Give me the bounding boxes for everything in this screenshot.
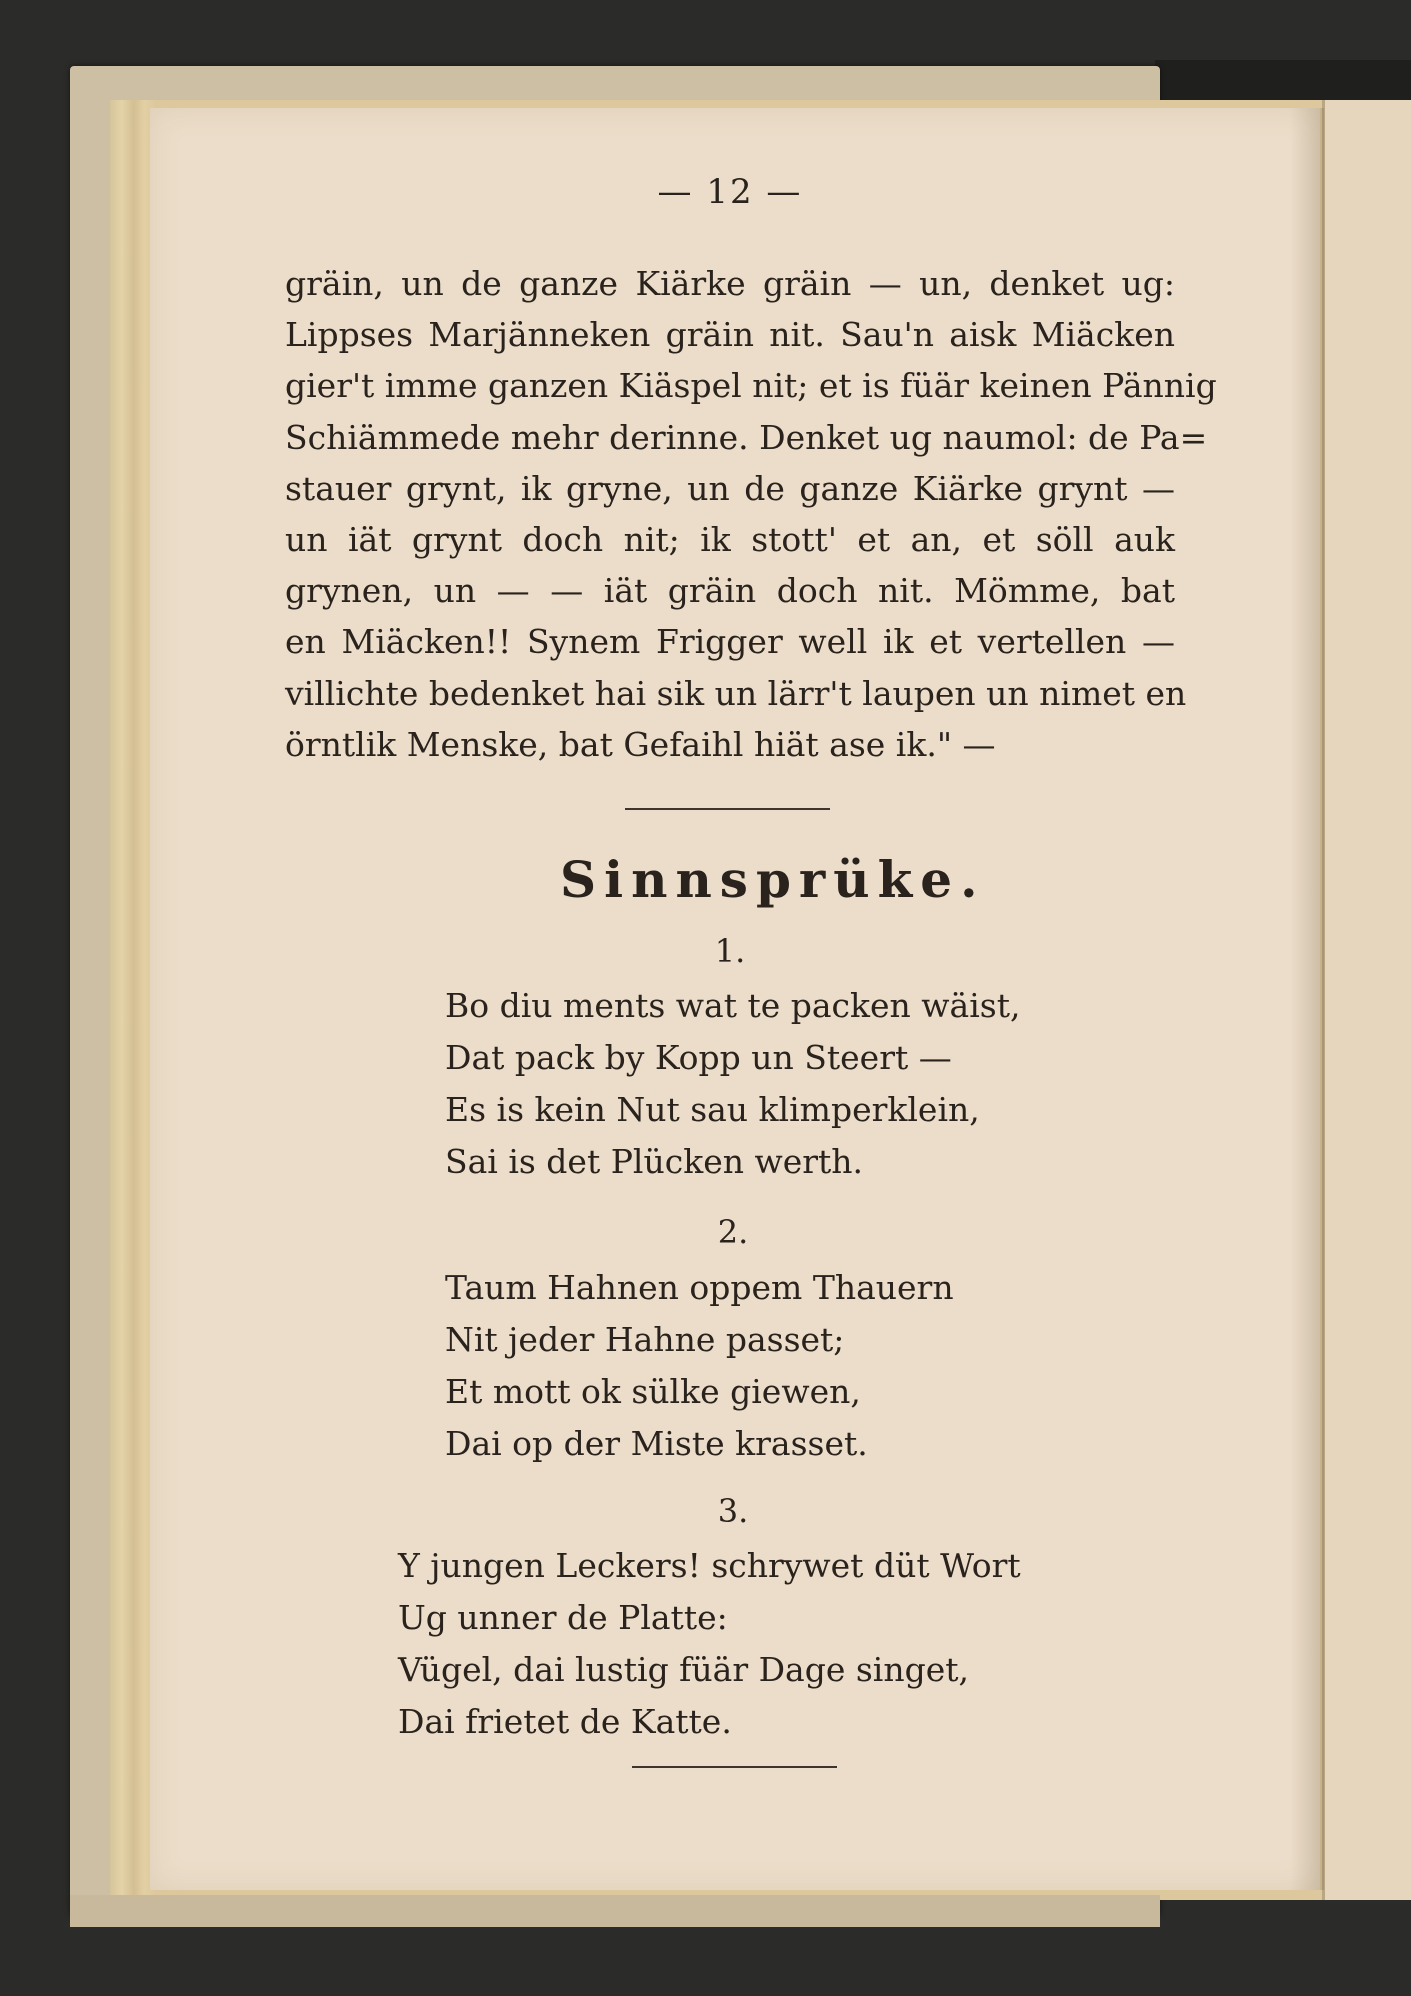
verse-line: Sai is det Plücken werth. xyxy=(445,1142,864,1181)
verse xyxy=(398,1540,1021,1748)
verse-line: Dai op der Miste krasset. xyxy=(445,1424,868,1463)
verse-line: Bo diu ments wat te packen wäist, xyxy=(445,986,1021,1025)
prose-line: villichte bedenket hai sik un lärr't laupen un nimet en xyxy=(285,673,1187,713)
prose-line: un iät grynt doch nit; ik stott' et an, et söll auk xyxy=(285,519,1175,559)
prose-line: stauer grynt, ik gryne, un de ganze Kiärke grynt — xyxy=(285,468,1175,508)
prose-line: Lippses Marjänneken gräin nit. Sau'n aisk Miäcken xyxy=(285,315,1175,355)
verse-number: 1. xyxy=(714,932,746,970)
verse-line: Nit jeder Hahne passet; xyxy=(445,1320,845,1359)
section-heading: Sinnsprüke. xyxy=(560,850,986,909)
verse-line: Et mott ok sülke giewen, xyxy=(445,1372,861,1411)
prose-line: gräin, un de ganze Kiärke gräin — un, denket ug: xyxy=(285,264,1175,303)
verse-line: Vügel, dai lustig füär Dage singet, xyxy=(398,1650,970,1689)
prose-line: en Miäcken!! Synem Frigger well ik et vertellen — xyxy=(285,622,1175,662)
section-divider xyxy=(625,808,830,810)
cover-bottom-edge xyxy=(70,1895,1160,1927)
prose-paragraph xyxy=(285,258,1217,770)
verse-line: Ug unner de Platte: xyxy=(398,1598,728,1637)
verse-line: Dat pack by Kopp un Steert — xyxy=(445,1038,952,1077)
verse-line: Dai frietet de Katte. xyxy=(398,1702,732,1741)
prose-line: Schiämmede mehr derinne. Denket ug naumol: de Pa= xyxy=(285,417,1208,457)
gutter-shadow xyxy=(1290,108,1324,1890)
prose-line: örntlik Menske, bat Gefaihl hiät ase ik." — xyxy=(285,724,996,764)
facing-page-edge xyxy=(1322,100,1411,1900)
verse-line: Taum Hahnen oppem Thauern xyxy=(445,1268,954,1307)
prose-line: gier't imme ganzen Kiäspel nit; et is füär keinen Pännig xyxy=(285,366,1217,406)
verse xyxy=(445,1262,954,1470)
prose-line: grynen, un — — iät gräin doch nit. Mömme, bat xyxy=(285,571,1175,611)
end-divider xyxy=(632,1766,837,1768)
verse-line: Es is kein Nut sau klimperklein, xyxy=(445,1090,980,1129)
verse-number: 2. xyxy=(717,1213,749,1251)
verse-line: Y jungen Leckers! schrywet düt Wort xyxy=(398,1546,1021,1585)
page-number: — 12 — xyxy=(657,172,803,212)
verse xyxy=(445,980,1020,1188)
verse-number: 3. xyxy=(717,1492,749,1530)
